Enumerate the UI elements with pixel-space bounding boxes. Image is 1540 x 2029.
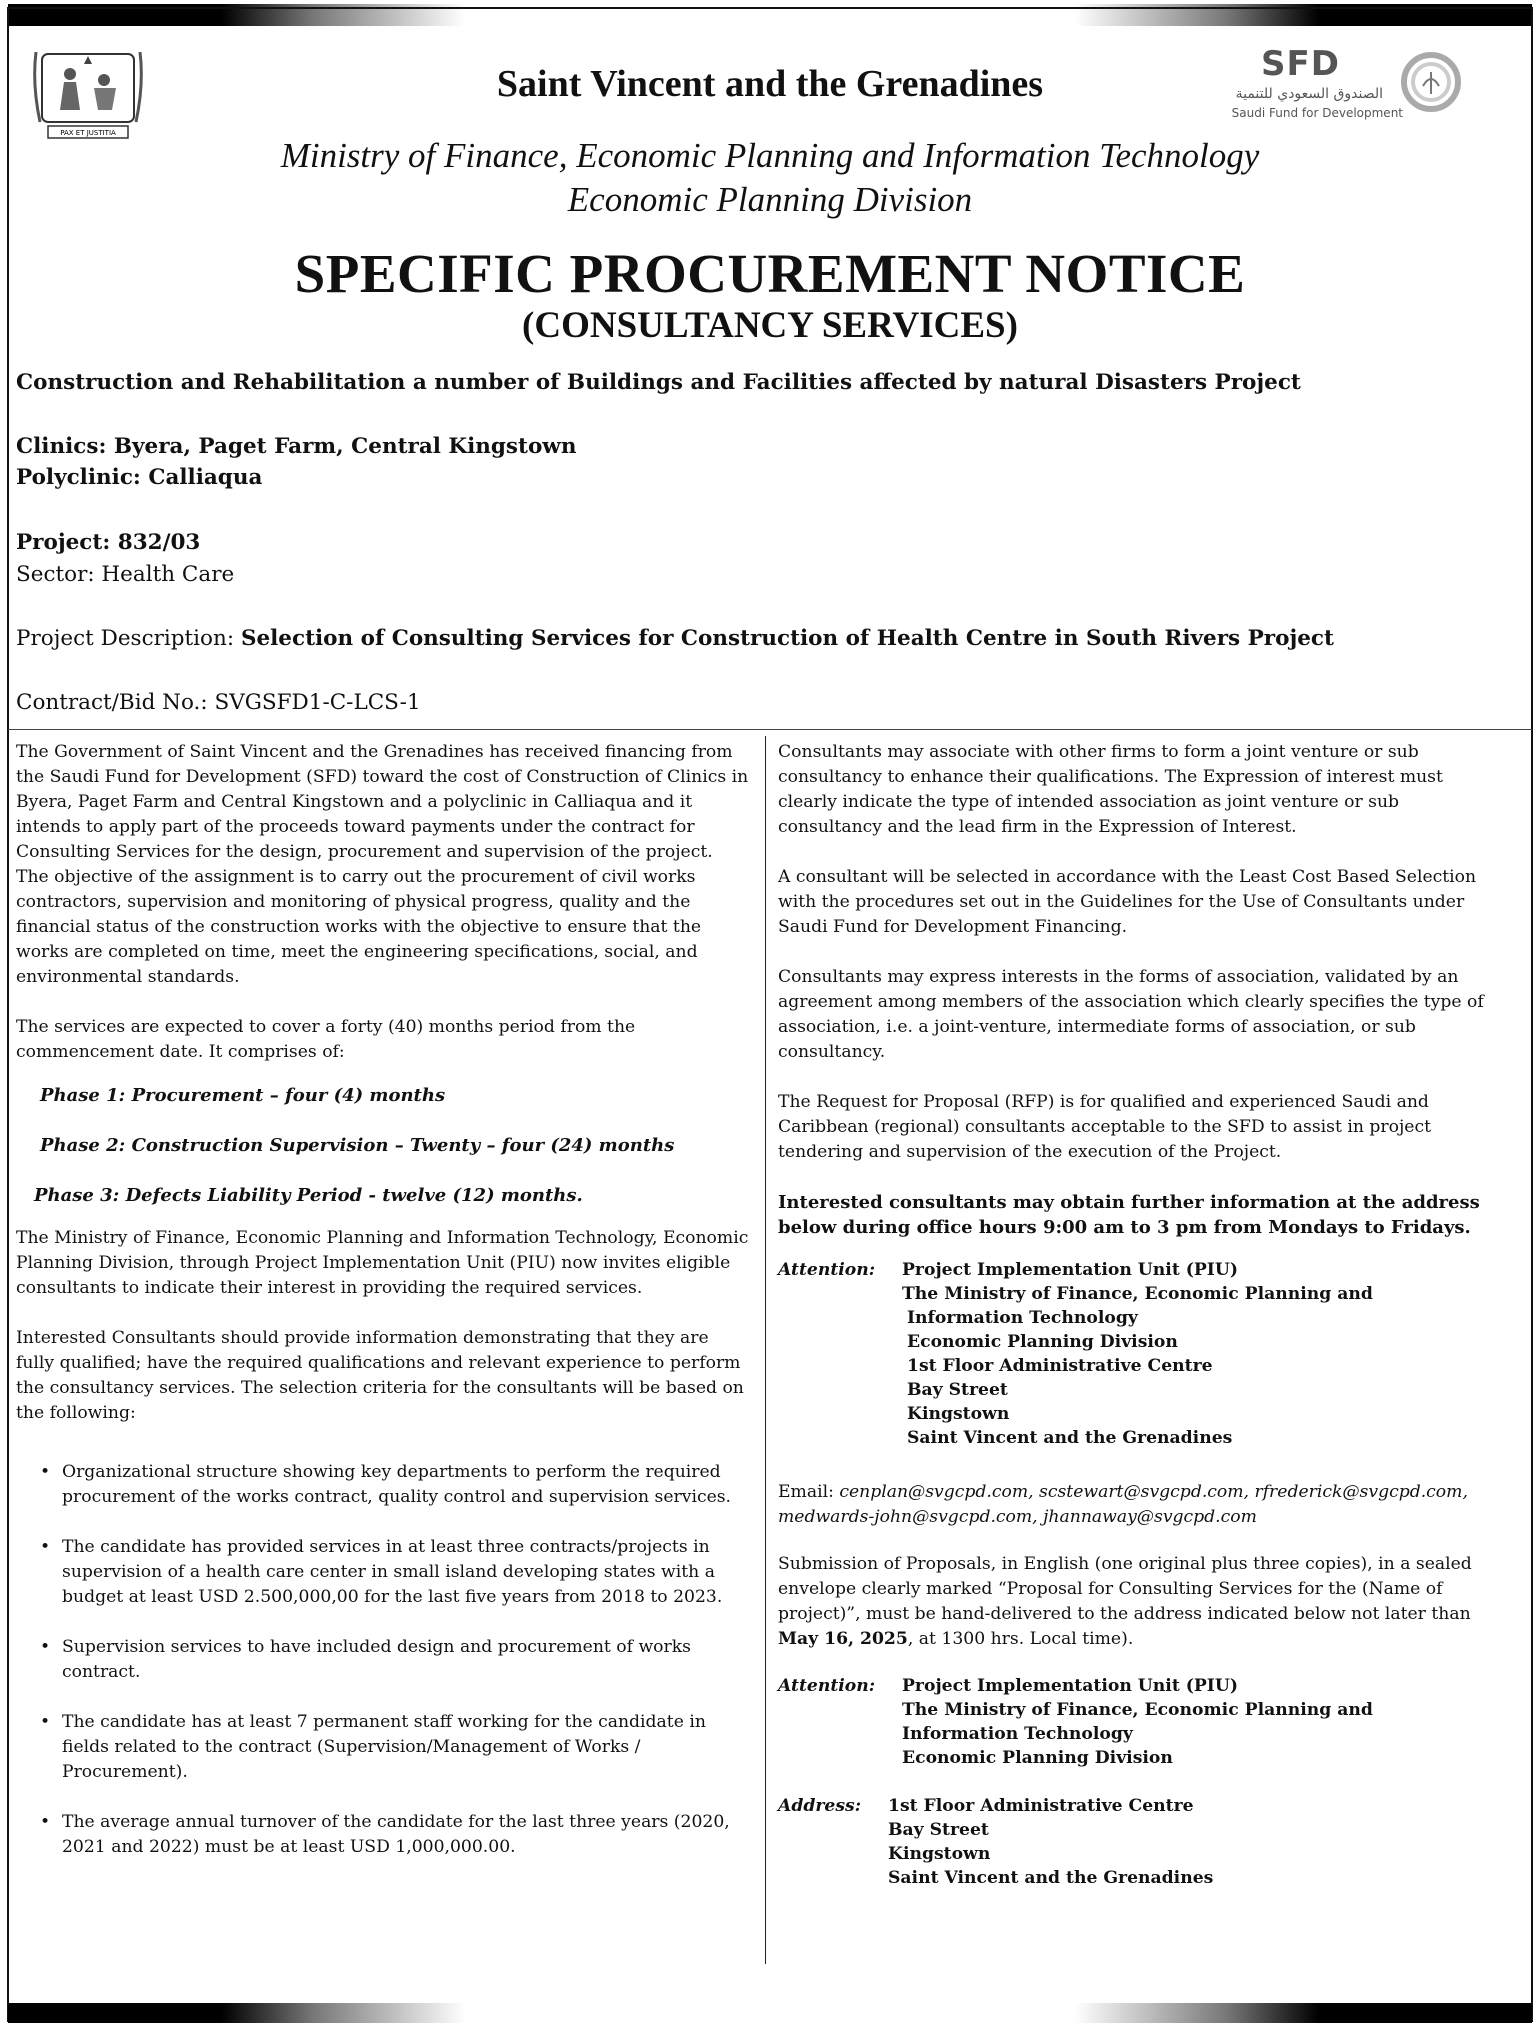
invite-paragraph: The Ministry of Finance, Economic Planning and Information Technology, Economic Planning Division, through Project Implementation Unit (PIU) now invites eligible consultants to indicate their interest in providing the required services.	[16, 1228, 749, 1298]
phase-2: Phase 2: Construction Supervision – Twenty – four (24) months	[40, 1135, 675, 1156]
attention-line: Kingstown	[907, 1404, 1010, 1424]
project-name: Construction and Rehabilitation a number of Buildings and Facilities affected by natural Disasters Project	[16, 370, 1301, 395]
email-line	[778, 1480, 1506, 1530]
attention-block-1	[778, 1258, 1506, 1450]
list-item: • Supervision services to have included design and procurement of works contract.	[16, 1635, 749, 1685]
sfd-abbr: SFD	[1261, 44, 1340, 84]
attention-line: Information Technology	[902, 1724, 1133, 1744]
submission-deadline: May 16, 2025	[778, 1629, 908, 1649]
rfp-paragraph: The Request for Proposal (RFP) is for qualified and experienced Saudi and Caribbean (regional) consultants acceptable to the SFD to assist in project tendering and supervision of the execution of the Project.	[778, 1092, 1431, 1162]
division-name: Economic Planning Division	[567, 180, 973, 219]
submission-deadline-tail: , at 1300 hrs. Local time).	[907, 1629, 1134, 1649]
section-divider	[8, 729, 1532, 730]
address-line: Bay Street	[888, 1820, 989, 1840]
attention-line: Economic Planning Division	[902, 1748, 1173, 1768]
attention-line: Bay Street	[907, 1380, 1008, 1400]
column-divider	[765, 736, 766, 1964]
project-number: Project: 832/03	[16, 530, 201, 555]
selection-method-paragraph: A consultant will be selected in accordance with the Least Cost Based Selection with the procedures set out in the Guidelines for the Use of Consultants under Saudi Fund for Development Financing.	[778, 867, 1477, 937]
seal-motto: PAX ET JUSTITIA	[60, 129, 116, 137]
contract-number: Contract/Bid No.: SVGSFD1-C-LCS-1	[16, 690, 421, 715]
polyclinic-line: Polyclinic: Calliaqua	[16, 465, 263, 490]
joint-venture-paragraph: Consultants may associate with other firms to form a joint venture or sub consultancy to enhance their qualifications. The Expression of interest must clearly indicate the type of intended association as joint venture or sub consultancy and the lead firm in the Expression of Interest.	[778, 742, 1443, 837]
phase-1: Phase 1: Procurement – four (4) months	[40, 1085, 446, 1106]
list-item: • The average annual turnover of the candidate for the last three years (2020, 2021 and 2022) must be at least USD 1,000,000.00.	[16, 1810, 749, 1860]
notice-title: SPECIFIC PROCUREMENT NOTICE	[294, 243, 1246, 304]
notice-subtitle: (CONSULTANCY SERVICES)	[522, 305, 1018, 346]
attention-line: Economic Planning Division	[907, 1332, 1178, 1352]
services-paragraph: The services are expected to cover a forty (40) months period from the commencement date. It comprises of:	[16, 1017, 636, 1062]
intro-paragraph: The Government of Saint Vincent and the Grenadines has received financing from the Saudi Fund for Development (SFD) toward the cost of Construction of Clinics in Byera, Paget Farm and Central Kingstown and a polyclinic in Calliaqua and it intends to apply part of the proceeds toward payments under the contract for Consulting Services for the design, procurement and supervision of the project. The objective of the assignment is to carry out the procurement of civil works contractors, supervision and monitoring of physical progress, quality and the financial status of the construction works with the objective to ensure that the works are completed on time, meet the engineering specifications, social, and environmental standards.	[16, 742, 749, 987]
office-hours-paragraph: Interested consultants may obtain further information at the address below during office hours 9:00 am to 3 pm from Mondays to Fridays.	[778, 1192, 1480, 1238]
attention-block-2	[778, 1674, 1506, 1770]
attention-line: The Ministry of Finance, Economic Planning and	[902, 1700, 1373, 1720]
address-block	[778, 1794, 1506, 1890]
attention-label: Attention:	[778, 1676, 876, 1696]
submission-text: Submission of Proposals, in English (one original plus three copies), in a sealed envelope clearly marked “Proposal for Consulting Services for the (Name of project)”, must be hand-delivered to the address indicated below not later than	[778, 1554, 1472, 1624]
email-addresses[interactable]: cenplan@svgcpd.com, scstewart@svgcpd.com, rfrederick@svgcpd.com, medwards-john@svgcpd.com, jhannaway@svgcpd.com	[778, 1482, 1468, 1527]
attention-line: The Ministry of Finance, Economic Planning and	[902, 1284, 1373, 1304]
sfd-arabic-name: الصندوق السعودي للتنمية	[1235, 86, 1383, 102]
right-column	[778, 740, 1506, 1890]
address-label: Address:	[778, 1796, 862, 1816]
attention-line: 1st Floor Administrative Centre	[907, 1356, 1213, 1376]
criteria-paragraph: Interested Consultants should provide information demonstrating that they are fully qualified; have the required qualifications and relevant experience to perform the consultancy services. The selection criteria for the consultants will be based on the following:	[16, 1328, 744, 1423]
phase-3: Phase 3: Defects Liability Period - twelve (12) months.	[34, 1185, 583, 1206]
submission-paragraph	[778, 1552, 1506, 1652]
email-label: Email:	[778, 1482, 840, 1502]
bottom-decorative-bar	[8, 2003, 1532, 2023]
association-paragraph: Consultants may express interests in the forms of association, validated by an agreement among members of the association which clearly specifies the type of association, i.e. a joint-venture, intermediate forms of association, or sub consultancy.	[778, 967, 1484, 1062]
project-description-text: Selection of Consulting Services for Construction of Health Centre in South Rivers Project	[240, 626, 1334, 651]
country-heading: Saint Vincent and the Grenadines	[496, 63, 1044, 105]
attention-label: Attention:	[778, 1260, 876, 1280]
clinics-line: Clinics: Byera, Paget Farm, Central Kingstown	[16, 434, 577, 459]
list-item: • The candidate has at least 7 permanent staff working for the candidate in fields related to the contract (Supervision/Management of Works / Procurement).	[16, 1710, 749, 1785]
attention-line: Saint Vincent and the Grenadines	[907, 1428, 1233, 1448]
attention-line: Project Implementation Unit (PIU)	[902, 1676, 1238, 1696]
attention-line: Project Implementation Unit (PIU)	[902, 1260, 1238, 1280]
address-line: Kingstown	[888, 1844, 991, 1864]
address-line: Saint Vincent and the Grenadines	[888, 1868, 1214, 1888]
attention-line: Information Technology	[907, 1308, 1138, 1328]
project-description	[16, 626, 1334, 651]
sfd-english-name: Saudi Fund for Development	[1231, 106, 1403, 120]
left-column	[16, 740, 749, 1860]
criteria-list	[16, 1460, 749, 1860]
list-item: • Organizational structure showing key departments to perform the required procurement of the works contract, quality control and supervision services.	[16, 1460, 749, 1510]
address-line: 1st Floor Administrative Centre	[888, 1796, 1194, 1816]
ministry-heading	[0, 134, 1540, 222]
project-description-label: Project Description:	[16, 626, 241, 651]
list-item: • The candidate has provided services in at least three contracts/projects in supervision of a health care center in small island developing states with a budget at least USD 2.500,000,00 for the last five years from 2018 to 2023.	[16, 1535, 749, 1610]
ministry-name: Ministry of Finance, Economic Planning and Information Technology	[280, 136, 1260, 175]
sector-line: Sector: Health Care	[16, 562, 235, 587]
